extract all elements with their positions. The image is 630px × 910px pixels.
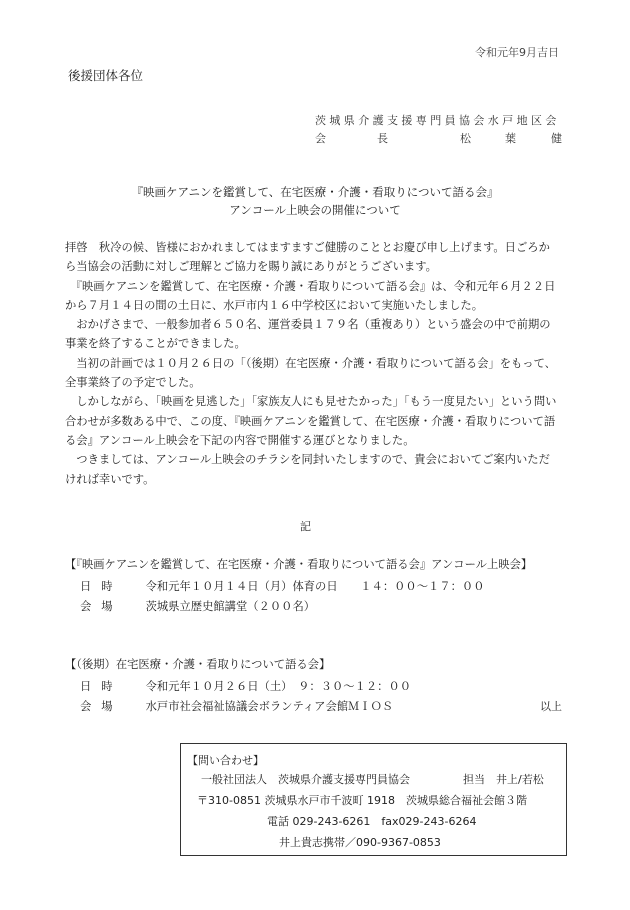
contact-box — [180, 743, 567, 856]
contact-phone-fax: 電話 029-243-6261 fax029-243-6264 — [267, 815, 477, 828]
event2-title: 【（後期）在宅医療・介護・看取りについて語る会】 — [65, 658, 331, 671]
contact-mobile: 井上貴志携帯／090-9367-0853 — [279, 836, 441, 849]
event2-date-value: 令和元年１０月２６日（土） ９：３０～１２：００ — [145, 680, 412, 693]
letter-date: 令和元年9月吉日 — [475, 46, 559, 59]
sender-name-char-1: 松 — [460, 132, 471, 145]
event1-venue-value: 茨城県立歴史館講堂（２００名） — [145, 600, 316, 613]
body-line: ければ幸いです。 — [65, 472, 155, 486]
body-line: 当初の計画では１０月２６日の「（後期）在宅医療・介護・看取りについて語る会」をもって、 — [65, 356, 556, 370]
contact-heading: 【問い合わせ】 — [187, 754, 264, 767]
event1-venue-label: 会場 — [80, 600, 123, 613]
event1-date-value: 令和元年１０月１４日（月）体育の日 １４：００～１７：００ — [145, 580, 485, 593]
body-line: おかげさまで、一般参加者６５０名、運営委員１７９名（重複あり）という盛会の中で前期の — [65, 318, 551, 332]
body-line: つきましては、アンコール上映会のチラシを同封いたしますので、貴会においてご案内いただ — [65, 453, 550, 467]
body-line: から７月１４日の間の土日に、水戸市内１６中学校区において実施いたしました。 — [65, 298, 483, 312]
body-line: る会』アンコール上映会を下記の内容で開催する運びとなりました。 — [65, 433, 415, 447]
letter-title-line2: アンコール上映会の開催について — [229, 203, 401, 217]
event2-venue-value: 水戸市社会福祉協議会ボランティア会館ＭＩＯＳ — [145, 700, 394, 713]
event1-date-label: 日時 — [80, 580, 123, 593]
body-line: 合わせが多数ある中で、この度、『映画ケアニンを鑑賞して、在宅医療・介護・看取りについて語 — [65, 414, 556, 428]
sender-organization: 茨城県介護支援専門員協会水戸地区会 — [315, 114, 560, 127]
contact-organization: 一般社団法人 茨城県介護支援専門員協会 — [201, 773, 410, 786]
letter-body — [65, 238, 570, 489]
ki-marker: 記 — [300, 520, 311, 533]
body-line: 『映画ケアニンを鑑賞して、在宅医療・介護・看取りについて語る会』は、令和元年６月２２日 — [65, 279, 556, 293]
recipient: 後援団体各位 — [68, 68, 144, 83]
event1-date-row — [80, 578, 485, 594]
event1-venue-row — [80, 598, 315, 614]
event2-date-label: 日時 — [80, 680, 123, 693]
body-line: 事業を終了することができました。 — [65, 337, 246, 351]
sender-role-char-1: 会 — [315, 132, 326, 145]
event1-title: 【『映画ケアニンを鑑賞して、在宅医療・介護・看取りについて語る会』アンコール上映会】 — [65, 558, 533, 571]
body-line: ら当協会の活動に対しご理解とご協力を賜り誠にありがとうございます。 — [65, 260, 437, 274]
event2-venue-label: 会場 — [80, 700, 123, 713]
closing-ijo: 以上 — [540, 700, 562, 713]
event2-venue-row — [80, 698, 393, 714]
sender-name-char-3: 健 — [551, 132, 562, 145]
event2-date-row — [80, 678, 411, 694]
sender-name-char-2: 葉 — [505, 132, 516, 145]
body-line: 全事業終了の予定でした。 — [65, 376, 201, 390]
contact-address: 〒310-0851 茨城県水戸市千波町 1918 茨城県総合福祉会館３階 — [197, 794, 527, 807]
contact-person: 担当 井上/若松 — [463, 773, 544, 786]
body-line: 拝啓 秋冷の候、皆様におかれましてはますますご健勝のこととお慶び申し上げます。日ごろか — [65, 241, 550, 254]
letter-title-line1: 『映画ケアニンを鑑賞して、在宅医療・介護・看取りについて語る会』 — [131, 185, 499, 199]
body-line: しかしながら、「映画を見逃した」「家族友人にも見せたかった」「もう一度見たい」という問い — [65, 395, 557, 409]
sender-role-char-2: 長 — [377, 132, 388, 145]
